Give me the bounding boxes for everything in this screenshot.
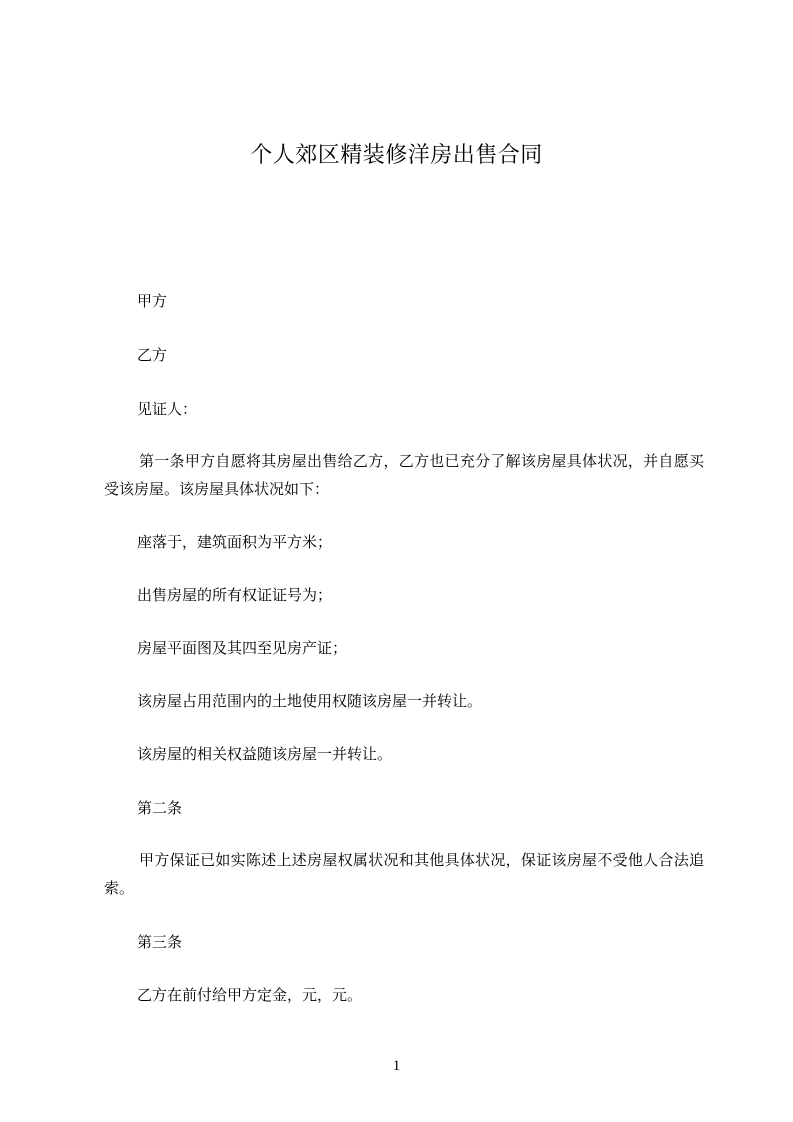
land-use-rights-item: 该房屋占用范围内的土地使用权随该房屋一并转让。 bbox=[137, 692, 483, 710]
witness-label: 见证人： bbox=[137, 400, 198, 418]
article-2-paragraph: 甲方保证已如实陈述上述房屋权属状况和其他具体状况，保证该房屋不受他人合法追索。 bbox=[104, 851, 704, 897]
article-3-paragraph: 乙方在前付给甲方定金，元，元。 bbox=[137, 986, 363, 1004]
party-b-label: 乙方 bbox=[137, 346, 168, 364]
ownership-certificate-item: 出售房屋的所有权证证号为； bbox=[137, 586, 333, 604]
property-location-item: 座落于，建筑面积为平方米； bbox=[137, 533, 333, 551]
page-number: 1 bbox=[392, 1058, 401, 1074]
floor-plan-item: 房屋平面图及其四至见房产证； bbox=[137, 639, 348, 657]
article-1-paragraph: 第一条甲方自愿将其房屋出售给乙方，乙方也已充分了解该房屋具体状况，并自愿买受该房屋。该房屋具体状况如下： bbox=[104, 452, 704, 498]
article-3-heading: 第三条 bbox=[137, 933, 183, 951]
party-a-label: 甲方 bbox=[137, 292, 168, 310]
related-rights-item: 该房屋的相关权益随该房屋一并转让。 bbox=[137, 745, 393, 763]
document-title: 个人郊区精装修洋房出售合同 bbox=[250, 143, 543, 168]
article-2-heading: 第二条 bbox=[137, 799, 183, 817]
